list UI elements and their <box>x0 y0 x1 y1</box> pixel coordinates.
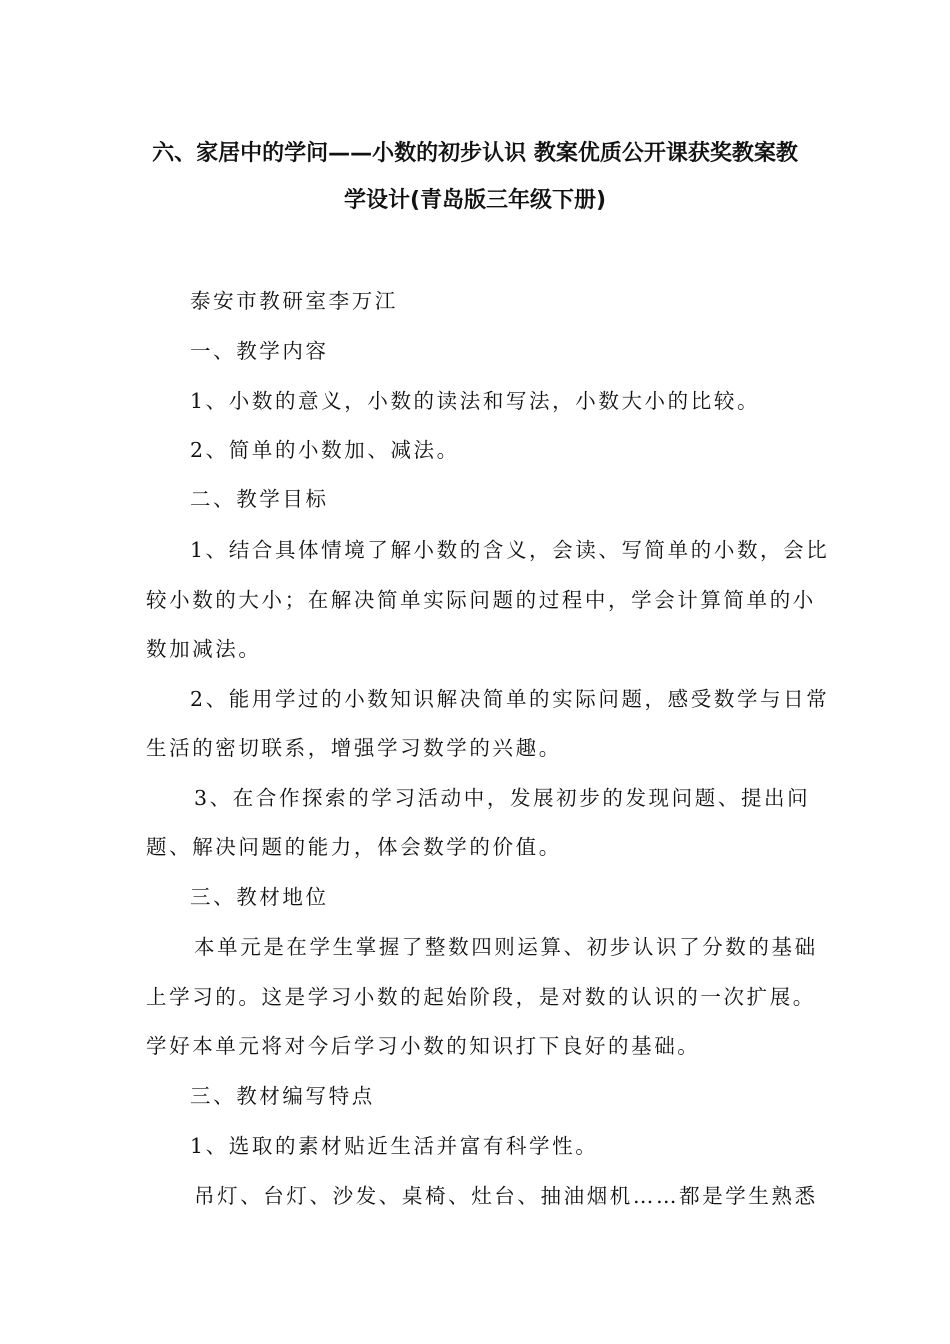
paragraph-line: 较小数的大小；在解决简单实际问题的过程中，学会计算简单的小 <box>146 588 816 612</box>
paragraph-line: 上学习的。这是学习小数的起始阶段，是对数的认识的一次扩展。 <box>146 985 816 1009</box>
paragraph-line: 吊灯、台灯、沙发、桌椅、灶台、抽油烟机……都是学生熟悉 <box>194 1184 818 1208</box>
paragraph-line: 2、能用学过的小数知识解决简单的实际问题，感受数学与日常 <box>190 687 830 711</box>
paragraph-line: 1、选取的素材贴近生活并富有科学性。 <box>190 1134 599 1158</box>
section-heading-position: 三、教材地位 <box>190 885 329 909</box>
document-title-line-1: 六、家居中的学问——小数的初步认识 教案优质公开课获奖教案教 <box>152 141 798 166</box>
paragraph-line: 数加减法。 <box>146 637 262 661</box>
author-line: 泰安市教研室李万江 <box>190 289 398 313</box>
paragraph-line: 1、结合具体情境了解小数的含义，会读、写简单的小数，会比 <box>190 538 830 562</box>
document-title-line-2: 学设计(青岛版三年级下册) <box>343 188 607 213</box>
paragraph-line: 3、在合作探索的学习活动中，发展初步的发现问题、提出问 <box>194 786 811 810</box>
section-heading-content: 一、教学内容 <box>190 339 329 363</box>
paragraph-line: 学好本单元将对今后学习小数的知识打下良好的基础。 <box>146 1034 701 1058</box>
section-heading-features: 三、教材编写特点 <box>190 1084 375 1108</box>
paragraph-line: 题、解决问题的能力，体会数学的价值。 <box>146 835 562 859</box>
paragraph-line: 1、小数的意义，小数的读法和写法，小数大小的比较。 <box>190 389 761 413</box>
paragraph-line: 生活的密切联系，增强学习数学的兴趣。 <box>146 736 562 760</box>
paragraph-line: 本单元是在学生掌握了整数四则运算、初步认识了分数的基础 <box>194 935 818 959</box>
section-heading-goals: 二、教学目标 <box>190 487 329 511</box>
paragraph-line: 2、简单的小数加、减法。 <box>190 438 460 462</box>
